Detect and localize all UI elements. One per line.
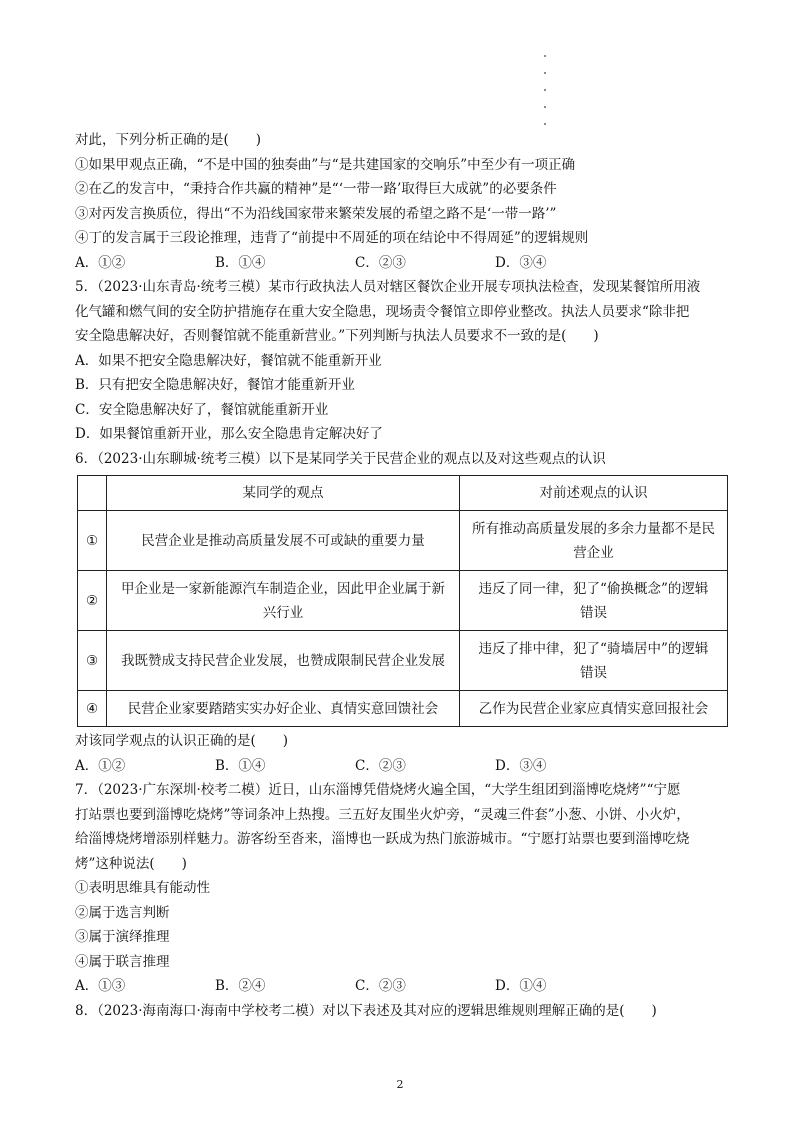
q5-choice-c: C．安全隐患解决好了，餐馆就能重新开业 (75, 401, 329, 418)
q4-option-d: D．③④ (495, 254, 547, 271)
q7-item-4: ④属于联言推理 (75, 953, 170, 970)
q6-row-view-line: 甲企业是一家新能源汽车制造企业，因此甲企业属于新 (121, 580, 446, 597)
q6-header-view: 某同学的观点 (107, 476, 460, 511)
q6-row-num: ③ (78, 631, 107, 691)
q4-item-2: ②在乙的发言中，“秉持合作共赢的精神”是“‘一带一路’取得巨大成就”的必要条件 (75, 181, 557, 197)
q6-row-view: 民营企业家要踏踏实实办好企业、真情实意回馈社会 (107, 691, 460, 727)
q4-item-4: ④丁的发言属于三段论推理，违背了“前提中不周延的项在结论中不得周延”的逻辑规则 (75, 230, 589, 246)
q7-option-b: B．②④ (215, 978, 266, 994)
q6-header-comment: 对前述观点的认识 (459, 476, 727, 511)
q4-item-3: ③对丙发言换质位，得出“不为沿线国家带来繁荣发展的希望之路不是‘一带一路’” (75, 205, 557, 222)
q6-row-comment (459, 511, 727, 571)
q5-choice-b: B．只有把安全隐患解决好，餐馆才能重新开业 (75, 377, 355, 393)
q6-row-num: ② (78, 571, 107, 631)
q4-option-a: A．①② (75, 254, 126, 271)
q6-row-comment-line: 错误 (579, 604, 607, 621)
table-row (78, 631, 728, 691)
q6-question: 对该同学观点的认识正确的是( ) (75, 733, 289, 749)
q6-row-comment-line: 违反了同一律，犯了“偷换概念”的逻辑 (478, 580, 709, 597)
q6-option-c: C．②③ (355, 757, 406, 774)
q7-option-c: C．②③ (355, 978, 406, 994)
q4-option-c: C．②③ (355, 254, 406, 271)
q4-item-1: ①如果甲观点正确，“不是中国的独奏曲”与“是共建国家的交响乐”中至少有一项正确 (75, 156, 576, 173)
q8-stem: 8．（2023·海南海口·海南中学校考二模）对以下表述及其对应的逻辑思维规则理解正确的是( ) (75, 1002, 657, 1019)
q5-stem-line-3: 安全隐患解决好，否则餐馆就不能重新营业。”下列判断与执法人员要求不一致的是( ) (75, 328, 599, 344)
q7-stem-line-1: 7．（2023·广东深圳·校考二模）近日，山东淄博凭借烧烤火遍全国，“大学生组团到淄博吃烧烤”“宁愿 (75, 782, 681, 798)
q6-row-view (107, 571, 460, 631)
q6-row-comment-line: 错误 (579, 664, 607, 681)
q6-row-comment-line: 所有推动高质量发展的多余力量都不是民 (471, 520, 715, 537)
q6-row-comment (459, 631, 727, 691)
q6-option-b: B．①④ (215, 757, 266, 774)
q7-option-d: D．①④ (495, 978, 547, 994)
q6-row-num: ① (78, 511, 107, 571)
q4-options (75, 251, 735, 276)
q5-choice-d: D．如果餐馆重新开业，那么安全隐患肯定解决好了 (75, 426, 383, 442)
q6-row-view-line: 兴行业 (262, 604, 304, 621)
q7-options (75, 974, 735, 999)
q6-header-num (78, 476, 107, 511)
q6-row-view: 民营企业是推动高质量发展不可或缺的重要力量 (107, 511, 460, 571)
page-number: 2 (396, 1078, 404, 1091)
q4-option-b: B．①④ (215, 254, 266, 271)
table-row (78, 571, 728, 631)
q5-stem-line-2: 化气罐和燃气间的安全防护措施存在重大安全隐患，现场责令餐馆立即停业整改。执法人员要求“除非把 (75, 303, 690, 320)
q7-stem-line-4: 烤”这种说法( ) (75, 855, 187, 872)
page-content (75, 128, 735, 1023)
table-row (78, 691, 728, 727)
q6-option-d: D．③④ (495, 757, 547, 774)
q7-stem-line-2: 打站票也要到淄博吃烧烤”等词条冲上热搜。三五好友围坐火炉旁，“灵魂三件套”小葱、小饼、小火炉， (75, 806, 690, 823)
q6-stem: 6．（2023·山东聊城·统考三模）以下是某同学关于民营企业的观点以及对这些观点的认识 (75, 450, 606, 467)
q6-table (77, 475, 728, 727)
q7-option-a: A．①③ (75, 978, 126, 994)
q6-table-header (78, 476, 728, 511)
q5-choice-a: A．如果不把安全隐患解决好，餐馆就不能重新开业 (75, 352, 382, 369)
q6-row-comment (459, 571, 727, 631)
q7-item-3: ③属于演绎推理 (75, 929, 170, 945)
table-row (78, 511, 728, 571)
q6-row-num: ④ (78, 691, 107, 727)
q5-stem-line-1: 5．（2023·山东青岛·统考三模）某市行政执法人员对辖区餐饮企业开展专项执法检查，发现某餐馆所用液 (75, 279, 701, 295)
q7-stem-line-3: 给淄博烧烤增添别样魅力。游客纷至沓来，淄博也一跃成为热门旅游城市。“宁愿打站票也要到淄博吃烧 (75, 831, 690, 847)
q6-row-view: 我既赞成支持民营企业发展，也赞成限制民营企业发展 (107, 631, 460, 691)
q6-row-comment: 乙作为民营企业家应真情实意回报社会 (459, 691, 727, 727)
q6-row-comment-line: 营企业 (573, 544, 614, 561)
q4-intro: 对此，下列分析正确的是( ) (75, 132, 262, 148)
q6-options (75, 754, 735, 779)
q6-row-comment-line: 违反了排中律，犯了“骑墙居中”的逻辑 (478, 640, 709, 657)
q7-item-1: ①表明思维具有能动性 (75, 880, 210, 896)
q6-option-a: A．①② (75, 757, 126, 774)
q7-item-2: ②属于选言判断 (75, 904, 170, 921)
